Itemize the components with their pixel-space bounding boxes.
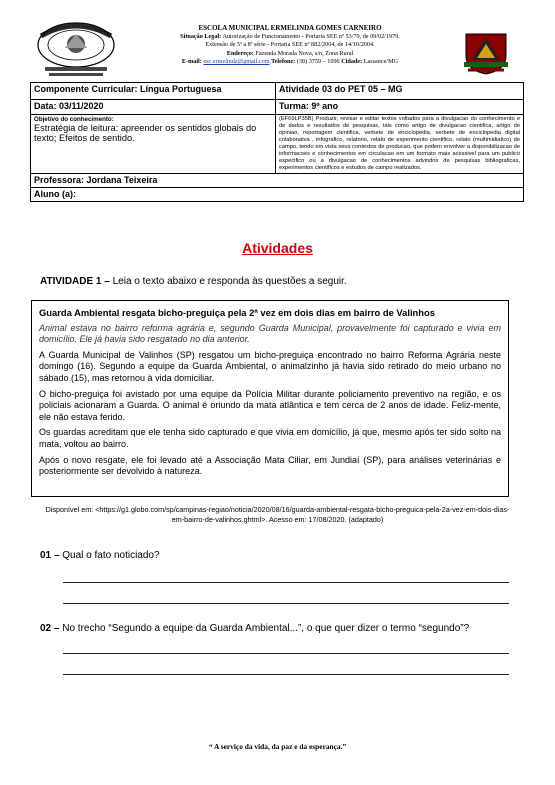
legal-line xyxy=(120,33,460,42)
legal-text: Autorização de Funcionamento - Portaria SEE nº 53/79, de 09/02/1979. xyxy=(222,32,400,40)
phone-value: (38) 3759 – 1096 xyxy=(296,58,340,66)
address-line xyxy=(120,50,460,59)
skill-text: (EF69LP35B) Produzir, revisar e editar textos voltados para a divulgacao do conhecimento e de dados e resultados de pesquisas, tais como artigo de divulgacao cientifica, artigo de opiniao, reportagem cientifica, verbete de enciclopedia, verbete de enciclopedia digital colaborativa , infografico, relatorio, relato de experimento cientifico, relato (multimidiatico) de campo, tendo em vista seus contextos de producao, que podem envolver a disponibilizacao de informacoes e conhecimentos em circulacao em um formato mais acessivel para um publico especifico ou a divulgacao de conhecimentos advindos de pesquisas bibliograficas, experimentos cientificos e estudos de campo realizados. xyxy=(279,116,520,171)
activity-cell: Atividade 03 do PET 05 – MG xyxy=(276,83,524,100)
question-2 xyxy=(40,623,469,634)
city-label: Cidade: xyxy=(341,58,363,66)
footer-motto: “ A serviço da vida, da paz e da esperança.” xyxy=(208,742,347,751)
answer-line[interactable] xyxy=(63,674,509,675)
news-paragraph: O bicho-preguiça foi avistado por uma equipe da Polícia Militar durante policiamento preventivo na região, e os policiais acionaram a Guarda. O animal é oriundo da mata atlântica e tem cerca de 2 anos de idade. Feliz-mente, ele não estava ferido. xyxy=(39,388,501,422)
answer-line[interactable] xyxy=(63,603,509,604)
student-cell: Aluno (a): xyxy=(31,188,524,202)
objective-text: Estratégia de leitura: apreender os sentidos globais do texto; Efeitos de sentido. xyxy=(34,123,257,143)
legal-label: Situação Legal: xyxy=(180,32,222,40)
email-link[interactable]: esc.ermelinda@gmail.com xyxy=(203,58,270,66)
contact-line xyxy=(120,58,460,67)
info-table xyxy=(30,82,524,202)
news-paragraph: A Guarda Municipal de Valinhos (SP) resgatou um bicho-preguiça encontrado no bairro Reforma Agrária neste domingo (16). Segundo a equipe da Guarda Ambiental, o animalzinho já havia sido retirado do meio urbano no sábado (15), mas retornou à vida domiciliar. xyxy=(39,349,501,383)
teacher-cell: Professora: Jordana Teixeira xyxy=(31,174,524,188)
city-coat-of-arms-icon xyxy=(462,30,510,76)
source-citation: Disponível em: <https://g1.globo.com/sp/campinas-regiao/noticia/2020/08/16/guarda-ambiental-resgata-bicho-preguica-pela-2a-vez-em-dois-dias-em-bairro-de-valinhos.ghtml>. Acesso em: 17/08/2020. (adaptado) xyxy=(45,505,510,524)
answer-line[interactable] xyxy=(63,582,509,583)
question-text: Qual o fato noticiado? xyxy=(59,550,160,561)
page-title: Atividades xyxy=(242,240,313,256)
email-label: E-mail: xyxy=(181,58,202,66)
phone-label: Telefone: xyxy=(271,58,296,66)
address-label: Endereço: xyxy=(226,49,254,57)
question-text: No trecho “Segundo a equipe da Guarda Ambiental...”, o que quer dizer o termo “segundo”? xyxy=(59,623,470,634)
city-value: Lassance/MG xyxy=(363,58,399,66)
objective-label: Objetivo do conhecimento: xyxy=(34,116,114,123)
skill-cell xyxy=(276,115,524,174)
question-1 xyxy=(40,550,160,561)
news-title: Guarda Ambiental resgata bicho-preguiça pela 2ª vez em dois dias em bairro de Valinhos xyxy=(39,307,435,318)
school-info xyxy=(120,24,460,67)
news-paragraph: Os guardas acreditam que ele tenha sido capturado e que vivia em domicílio, já que, mesmo após ter sido solto na mata, voltou ao bairro. xyxy=(39,427,501,449)
news-lead: Animal estava no bairro reforma agrária e, segundo Guarda Municipal, provavelmente foi capturado e vivia em domicílio. Ele já havia sido resgatado no dia anterior. xyxy=(39,322,501,345)
question-number: 02 – xyxy=(40,623,60,634)
objective-cell xyxy=(31,115,276,174)
news-box xyxy=(31,300,509,497)
class-cell: Turma: 9º ano xyxy=(276,100,524,115)
date-cell: Data: 03/11/2020 xyxy=(31,100,276,115)
question-number: 01 – xyxy=(40,550,60,561)
activity1-text: Leia o texto abaixo e responda às questões a seguir. xyxy=(109,276,347,287)
page-header xyxy=(0,0,555,80)
activity1-label: ATIVIDADE 1 – xyxy=(40,276,110,287)
school-name: ESCOLA MUNICIPAL ERMELINDA GOMES CARNEIRO xyxy=(198,24,382,32)
school-logo-icon xyxy=(35,20,117,80)
news-paragraph: Após o novo resgate, ele foi levado até a Associação Mata Ciliar, em Jundiaí (SP), para análises veterinárias e posteriormente ser devolvido à natureza. xyxy=(39,454,501,477)
extension-line: Extensão de 5ª a 8ª série - Portaria SEE nº 882/2004, de 14/10/2004. xyxy=(205,41,375,49)
activity1-instruction xyxy=(40,276,347,287)
answer-line[interactable] xyxy=(63,653,509,654)
address-text: Fazenda Morada Nova, s/n, Zona Rural xyxy=(255,49,354,57)
component-cell: Componente Curricular: Língua Portuguesa xyxy=(31,83,276,100)
